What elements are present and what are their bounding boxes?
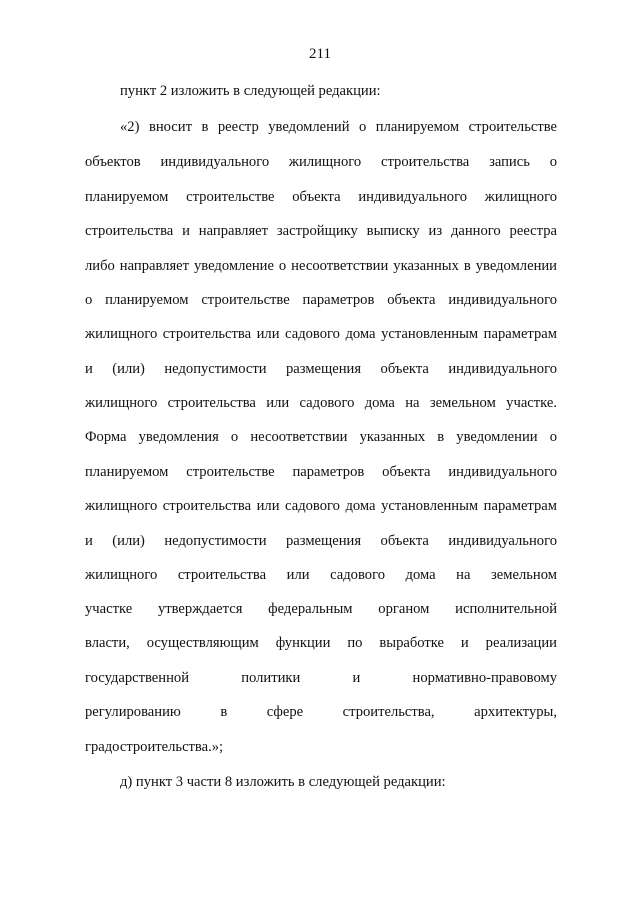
text-line: и (или) недопустимости размещения объекта индивидуального	[85, 533, 557, 549]
text-line: государственной политики и нормативно-правовому	[85, 670, 557, 686]
text-line: пункт 2 изложить в следующей редакции:	[120, 83, 381, 99]
text-line: градостроительства.»;	[85, 739, 224, 755]
text-line: жилищного строительства или садового дома на земельном участке.	[85, 395, 557, 411]
text-line: «2) вносит в реестр уведомлений о планируемом строительстве	[120, 119, 557, 135]
text-line: планируемом строительстве параметров объекта индивидуального	[85, 464, 557, 480]
text-line: регулированию в сфере строительства, архитектуры,	[85, 704, 557, 720]
text-line: объектов индивидуального жилищного строительства запись о	[85, 154, 557, 170]
text-line: планируемом строительстве объекта индивидуального жилищного	[85, 189, 557, 205]
text-line: о планируемом строительстве параметров объекта индивидуального	[85, 292, 557, 308]
text-line: и (или) недопустимости размещения объекта индивидуального	[85, 361, 557, 377]
text-line: жилищного строительства или садового дома установленным параметрам	[85, 498, 557, 514]
text-line: либо направляет уведомление о несоответствии указанных в уведомлении	[85, 258, 557, 274]
text-line: Форма уведомления о несоответствии указанных в уведомлении о	[85, 429, 557, 445]
text-line: д) пункт 3 части 8 изложить в следующей редакции:	[120, 774, 446, 790]
page-number: 211	[309, 46, 331, 62]
text-line: жилищного строительства или садового дома на земельном	[85, 567, 557, 583]
text-line: строительства и направляет застройщику выписку из данного реестра	[85, 223, 557, 239]
text-line: участке утверждается федеральным органом исполнительной	[85, 601, 557, 617]
text-line: власти, осуществляющим функции по выработке и реализации	[85, 635, 557, 651]
text-line: жилищного строительства или садового дома установленным параметрам	[85, 326, 557, 342]
